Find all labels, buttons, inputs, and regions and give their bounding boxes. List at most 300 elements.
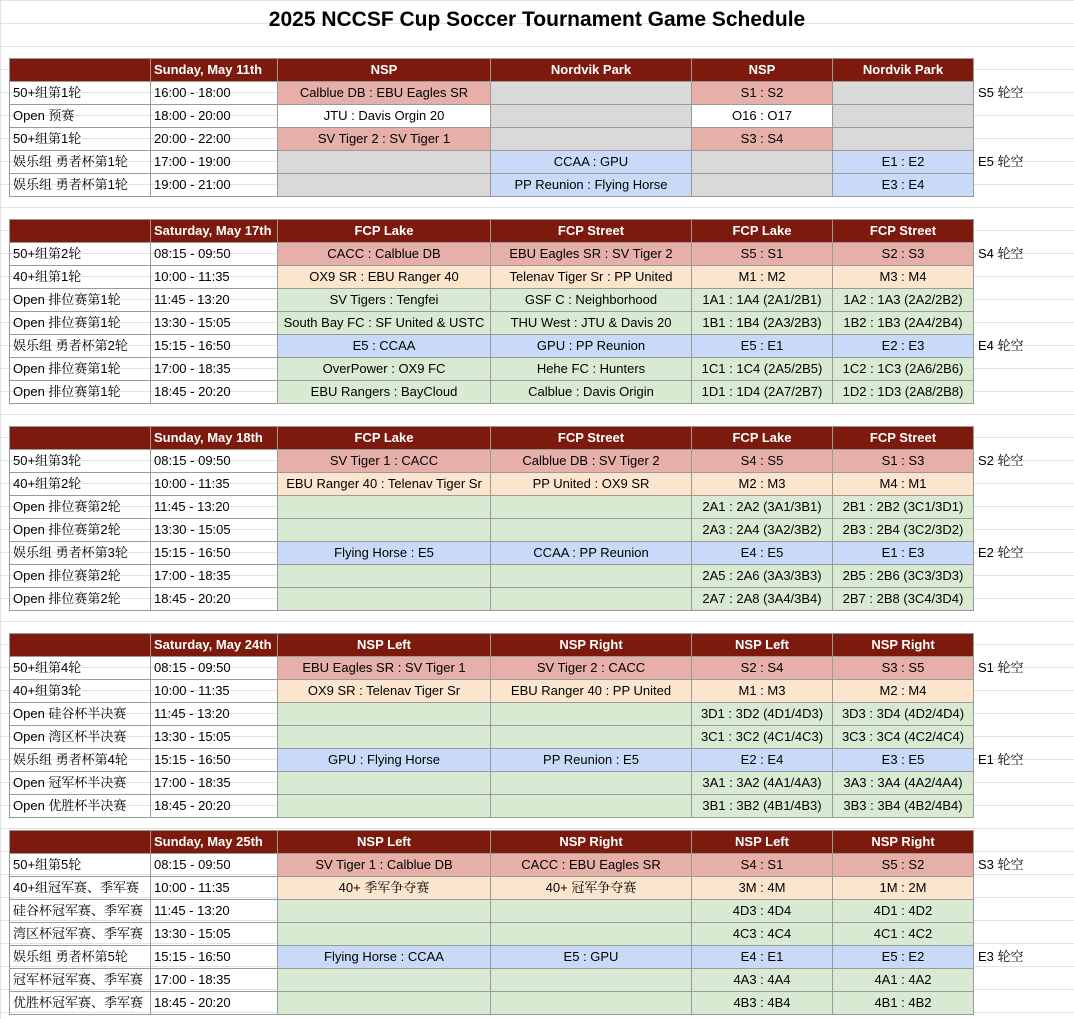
time-slot-cell[interactable]: 10:00 - 11:35	[151, 877, 278, 900]
bye-note: S1 轮空	[974, 657, 1074, 680]
matchup-cell[interactable]	[491, 496, 692, 519]
schedule-row	[10, 381, 1074, 404]
matchup-cell[interactable]: PP Reunion : E5	[491, 749, 692, 772]
matchup-cell[interactable]: E3 : E4	[833, 174, 974, 197]
matchup-cell[interactable]	[833, 128, 974, 151]
matchup-cell[interactable]: M1 : M2	[692, 266, 833, 289]
matchup-cell[interactable]: 40+ 季军争夺赛	[278, 877, 491, 900]
matchup-cell[interactable]: GSF C : Neighborhood	[491, 289, 692, 312]
field-header: FCP Street	[491, 427, 692, 450]
matchup-cell[interactable]	[491, 726, 692, 749]
matchup-cell[interactable]: Hehe FC : Hunters	[491, 358, 692, 381]
time-slot-cell[interactable]: 11:45 - 13:20	[151, 900, 278, 923]
matchup-cell[interactable]: 2B7 : 2B8 (3C4/3D4)	[833, 588, 974, 611]
matchup-cell[interactable]: OX9 SR : EBU Ranger 40	[278, 266, 491, 289]
time-slot-cell[interactable]: 17:00 - 18:35	[151, 358, 278, 381]
bye-note: S2 轮空	[974, 450, 1074, 473]
schedule-row	[10, 243, 1074, 266]
matchup-cell[interactable]	[278, 496, 491, 519]
matchup-cell[interactable]: 1C1 : 1C4 (2A5/2B5)	[692, 358, 833, 381]
matchup-cell[interactable]: 3M : 4M	[692, 877, 833, 900]
matchup-cell[interactable]: S4 : S1	[692, 854, 833, 877]
section-date: Saturday, May 24th	[151, 634, 278, 657]
division-round-cell[interactable]: 冠军杯冠军赛、季军赛	[10, 969, 151, 992]
matchup-cell[interactable]	[491, 128, 692, 151]
division-round-cell[interactable]: Open 排位赛第1轮	[10, 381, 151, 404]
time-slot-cell[interactable]: 17:00 - 18:35	[151, 772, 278, 795]
division-round-cell[interactable]: 50+组第2轮	[10, 243, 151, 266]
matchup-cell[interactable]: OverPower : OX9 FC	[278, 358, 491, 381]
division-round-cell[interactable]: Open 排位赛第1轮	[10, 289, 151, 312]
header-blank-cell	[10, 427, 151, 450]
schedule-row	[10, 772, 1074, 795]
matchup-cell[interactable]	[278, 772, 491, 795]
section-date: Saturday, May 17th	[151, 220, 278, 243]
time-slot-cell[interactable]: 15:15 - 16:50	[151, 946, 278, 969]
matchup-cell[interactable]: SV Tigers : Tengfei	[278, 289, 491, 312]
section-header-row	[10, 220, 1074, 243]
matchup-cell[interactable]: 1A2 : 1A3 (2A2/2B2)	[833, 289, 974, 312]
time-slot-cell[interactable]: 19:00 - 21:00	[151, 174, 278, 197]
matchup-cell[interactable]	[692, 151, 833, 174]
matchup-cell[interactable]	[278, 565, 491, 588]
time-slot-cell[interactable]: 17:00 - 18:35	[151, 565, 278, 588]
division-round-cell[interactable]: 娱乐组 勇者杯第3轮	[10, 542, 151, 565]
header-blank-cell	[10, 59, 151, 82]
section-body	[10, 831, 1074, 1015]
division-round-cell[interactable]: Open 湾区杯半决赛	[10, 726, 151, 749]
schedule-row	[10, 266, 1074, 289]
matchup-cell[interactable]	[278, 519, 491, 542]
division-round-cell[interactable]: Open 排位赛第1轮	[10, 312, 151, 335]
bye-note	[974, 312, 1074, 335]
time-slot-cell[interactable]: 08:15 - 09:50	[151, 243, 278, 266]
matchup-cell[interactable]: 2A1 : 2A2 (3A1/3B1)	[692, 496, 833, 519]
matchup-cell[interactable]: 1D1 : 1D4 (2A7/2B7)	[692, 381, 833, 404]
matchup-cell[interactable]	[833, 82, 974, 105]
matchup-cell[interactable]: GPU : Flying Horse	[278, 749, 491, 772]
division-round-cell[interactable]: Open 冠军杯半决赛	[10, 772, 151, 795]
matchup-cell[interactable]	[278, 795, 491, 818]
time-slot-cell[interactable]: 08:15 - 09:50	[151, 854, 278, 877]
matchup-cell[interactable]	[491, 565, 692, 588]
matchup-cell[interactable]: 4D3 : 4D4	[692, 900, 833, 923]
matchup-cell[interactable]: M2 : M4	[833, 680, 974, 703]
schedule-section-5	[9, 830, 1074, 1015]
matchup-cell[interactable]: SV Tiger 1 : CACC	[278, 450, 491, 473]
division-round-cell[interactable]: 娱乐组 勇者杯第1轮	[10, 151, 151, 174]
matchup-cell[interactable]: Flying Horse : CCAA	[278, 946, 491, 969]
matchup-cell[interactable]: PP Reunion : Flying Horse	[491, 174, 692, 197]
matchup-cell[interactable]: M1 : M3	[692, 680, 833, 703]
matchup-cell[interactable]: 1A1 : 1A4 (2A1/2B1)	[692, 289, 833, 312]
matchup-cell[interactable]: THU West : JTU & Davis 20	[491, 312, 692, 335]
schedule-row	[10, 151, 1074, 174]
schedule-row	[10, 450, 1074, 473]
matchup-cell[interactable]: S2 : S3	[833, 243, 974, 266]
bye-note	[974, 174, 1074, 197]
bye-note	[974, 358, 1074, 381]
matchup-cell[interactable]: 4A1 : 4A2	[833, 969, 974, 992]
matchup-cell[interactable]: 1B1 : 1B4 (2A3/2B3)	[692, 312, 833, 335]
schedule-row	[10, 519, 1074, 542]
matchup-cell[interactable]: E2 : E4	[692, 749, 833, 772]
bye-note	[974, 795, 1074, 818]
time-slot-cell[interactable]: 15:15 - 16:50	[151, 749, 278, 772]
time-slot-cell[interactable]: 13:30 - 15:05	[151, 923, 278, 946]
division-round-cell[interactable]: Open 排位赛第2轮	[10, 565, 151, 588]
matchup-cell[interactable]: M3 : M4	[833, 266, 974, 289]
matchup-cell[interactable]	[278, 174, 491, 197]
matchup-cell[interactable]: E1 : E3	[833, 542, 974, 565]
schedule-section-3	[9, 426, 1074, 611]
matchup-cell[interactable]: EBU Rangers : BayCloud	[278, 381, 491, 404]
note-blank-cell	[974, 634, 1074, 657]
division-round-cell[interactable]: 50+组第1轮	[10, 128, 151, 151]
field-header: Nordvik Park	[491, 59, 692, 82]
bye-note	[974, 519, 1074, 542]
bye-note: E4 轮空	[974, 335, 1074, 358]
bye-note	[974, 992, 1074, 1015]
field-header: NSP Right	[833, 831, 974, 854]
matchup-cell[interactable]: EBU Eagles SR : SV Tiger 1	[278, 657, 491, 680]
division-round-cell[interactable]: Open 排位赛第2轮	[10, 496, 151, 519]
schedule-row	[10, 969, 1074, 992]
time-slot-cell[interactable]: 18:45 - 20:20	[151, 588, 278, 611]
matchup-cell[interactable]: S3 : S4	[692, 128, 833, 151]
section-date: Sunday, May 18th	[151, 427, 278, 450]
division-round-cell[interactable]: 娱乐组 勇者杯第1轮	[10, 174, 151, 197]
field-header: FCP Lake	[278, 427, 491, 450]
matchup-cell[interactable]: 2B5 : 2B6 (3C3/3D3)	[833, 565, 974, 588]
matchup-cell[interactable]: SV Tiger 2 : SV Tiger 1	[278, 128, 491, 151]
time-slot-cell[interactable]: 08:15 - 09:50	[151, 657, 278, 680]
section-header-row	[10, 634, 1074, 657]
time-slot-cell[interactable]: 11:45 - 13:20	[151, 703, 278, 726]
matchup-cell[interactable]	[833, 105, 974, 128]
matchup-cell[interactable]: E4 : E5	[692, 542, 833, 565]
matchup-cell[interactable]: SV Tiger 2 : CACC	[491, 657, 692, 680]
field-header: NSP	[692, 59, 833, 82]
schedule-row	[10, 542, 1074, 565]
matchup-cell[interactable]	[491, 795, 692, 818]
schedule-row	[10, 877, 1074, 900]
section-header-row	[10, 427, 1074, 450]
matchup-cell[interactable]: EBU Ranger 40 : Telenav Tiger Sr	[278, 473, 491, 496]
field-header: NSP Left	[692, 831, 833, 854]
matchup-cell[interactable]: Calblue DB : EBU Eagles SR	[278, 82, 491, 105]
time-slot-cell[interactable]: 18:45 - 20:20	[151, 992, 278, 1015]
matchup-cell[interactable]: 3C3 : 3C4 (4C2/4C4)	[833, 726, 974, 749]
schedule-row	[10, 588, 1074, 611]
matchup-cell[interactable]: Calblue DB : SV Tiger 2	[491, 450, 692, 473]
matchup-cell[interactable]: E5 : CCAA	[278, 335, 491, 358]
bye-note: E2 轮空	[974, 542, 1074, 565]
bye-note: S3 轮空	[974, 854, 1074, 877]
division-round-cell[interactable]: Open 预赛	[10, 105, 151, 128]
schedule-row	[10, 680, 1074, 703]
section-body	[10, 59, 1074, 197]
matchup-cell[interactable]: 3D1 : 3D2 (4D1/4D3)	[692, 703, 833, 726]
bye-note	[974, 703, 1074, 726]
time-slot-cell[interactable]: 10:00 - 11:35	[151, 266, 278, 289]
matchup-cell[interactable]: S5 : S1	[692, 243, 833, 266]
schedule-row	[10, 657, 1074, 680]
bye-note	[974, 289, 1074, 312]
division-round-cell[interactable]: 湾区杯冠军赛、季军赛	[10, 923, 151, 946]
schedule-section-2	[9, 219, 1074, 404]
matchup-cell[interactable]: GPU : PP Reunion	[491, 335, 692, 358]
time-slot-cell[interactable]: 17:00 - 18:35	[151, 969, 278, 992]
schedule-row	[10, 992, 1074, 1015]
matchup-cell[interactable]: S2 : S4	[692, 657, 833, 680]
bye-note	[974, 969, 1074, 992]
matchup-cell[interactable]: 4B3 : 4B4	[692, 992, 833, 1015]
matchup-cell[interactable]	[491, 105, 692, 128]
matchup-cell[interactable]: 1M : 2M	[833, 877, 974, 900]
schedule-row	[10, 358, 1074, 381]
matchup-cell[interactable]	[491, 772, 692, 795]
division-round-cell[interactable]: 40+组第1轮	[10, 266, 151, 289]
matchup-cell[interactable]	[278, 923, 491, 946]
matchup-cell[interactable]: 3D3 : 3D4 (4D2/4D4)	[833, 703, 974, 726]
note-blank-cell	[974, 59, 1074, 82]
matchup-cell[interactable]	[491, 519, 692, 542]
division-round-cell[interactable]: 50+组第1轮	[10, 82, 151, 105]
schedule-row	[10, 703, 1074, 726]
matchup-cell[interactable]: E5 : E1	[692, 335, 833, 358]
bye-note	[974, 496, 1074, 519]
division-round-cell[interactable]: 40+组第2轮	[10, 473, 151, 496]
matchup-cell[interactable]	[491, 703, 692, 726]
matchup-cell[interactable]: O16 : O17	[692, 105, 833, 128]
bye-note	[974, 128, 1074, 151]
matchup-cell[interactable]: CCAA : PP Reunion	[491, 542, 692, 565]
division-round-cell[interactable]: 50+组第4轮	[10, 657, 151, 680]
schedule-row	[10, 900, 1074, 923]
matchup-cell[interactable]	[692, 174, 833, 197]
field-header: NSP Right	[491, 634, 692, 657]
matchup-cell[interactable]: 4C3 : 4C4	[692, 923, 833, 946]
schedule-row	[10, 128, 1074, 151]
matchup-cell[interactable]: 2A5 : 2A6 (3A3/3B3)	[692, 565, 833, 588]
time-slot-cell[interactable]: 18:45 - 20:20	[151, 381, 278, 404]
time-slot-cell[interactable]: 11:45 - 13:20	[151, 289, 278, 312]
field-header: FCP Street	[491, 220, 692, 243]
matchup-cell[interactable]: EBU Eagles SR : SV Tiger 2	[491, 243, 692, 266]
time-slot-cell[interactable]: 16:00 - 18:00	[151, 82, 278, 105]
matchup-cell[interactable]: 2A3 : 2A4 (3A2/3B2)	[692, 519, 833, 542]
matchup-cell[interactable]	[278, 900, 491, 923]
matchup-cell[interactable]	[278, 969, 491, 992]
schedule-row	[10, 726, 1074, 749]
matchup-cell[interactable]: E4 : E1	[692, 946, 833, 969]
matchup-cell[interactable]: 1B2 : 1B3 (2A4/2B4)	[833, 312, 974, 335]
matchup-cell[interactable]: SV Tiger 1 : Calblue DB	[278, 854, 491, 877]
matchup-cell[interactable]: S1 : S3	[833, 450, 974, 473]
time-slot-cell[interactable]: 13:30 - 15:05	[151, 312, 278, 335]
matchup-cell[interactable]: S1 : S2	[692, 82, 833, 105]
section-date: Sunday, May 11th	[151, 59, 278, 82]
schedule-row	[10, 289, 1074, 312]
note-blank-cell	[974, 220, 1074, 243]
schedule-row	[10, 749, 1074, 772]
matchup-cell[interactable]: EBU Ranger 40 : PP United	[491, 680, 692, 703]
matchup-cell[interactable]: S3 : S5	[833, 657, 974, 680]
schedule-row	[10, 946, 1074, 969]
time-slot-cell[interactable]: 13:30 - 15:05	[151, 726, 278, 749]
matchup-cell[interactable]: 4D1 : 4D2	[833, 900, 974, 923]
matchup-cell[interactable]: 3A3 : 3A4 (4A2/4A4)	[833, 772, 974, 795]
matchup-cell[interactable]	[491, 588, 692, 611]
matchup-cell[interactable]: 3B1 : 3B2 (4B1/4B3)	[692, 795, 833, 818]
matchup-cell[interactable]: 4A3 : 4A4	[692, 969, 833, 992]
matchup-cell[interactable]	[491, 923, 692, 946]
schedule-row	[10, 923, 1074, 946]
division-round-cell[interactable]: Open 排位赛第2轮	[10, 519, 151, 542]
page-title: 2025 NCCSF Cup Soccer Tournament Game Schedule	[268, 8, 806, 31]
matchup-cell[interactable]	[278, 151, 491, 174]
matchup-cell[interactable]: South Bay FC : SF United & USTC	[278, 312, 491, 335]
matchup-cell[interactable]: CCAA : GPU	[491, 151, 692, 174]
bye-note	[974, 772, 1074, 795]
time-slot-cell[interactable]: 08:15 - 09:50	[151, 450, 278, 473]
matchup-cell[interactable]	[491, 992, 692, 1015]
bye-note	[974, 680, 1074, 703]
time-slot-cell[interactable]: 15:15 - 16:50	[151, 542, 278, 565]
matchup-cell[interactable]: E1 : E2	[833, 151, 974, 174]
matchup-cell[interactable]: S5 : S2	[833, 854, 974, 877]
schedule-section-1	[9, 58, 1074, 197]
bye-note	[974, 726, 1074, 749]
matchup-cell[interactable]: JTU : Davis Orgin 20	[278, 105, 491, 128]
matchup-cell[interactable]: 3C1 : 3C2 (4C1/4C3)	[692, 726, 833, 749]
matchup-cell[interactable]: Flying Horse : E5	[278, 542, 491, 565]
matchup-cell[interactable]: M2 : M3	[692, 473, 833, 496]
bye-note	[974, 565, 1074, 588]
field-header: NSP Left	[278, 634, 491, 657]
time-slot-cell[interactable]: 18:45 - 20:20	[151, 795, 278, 818]
division-round-cell[interactable]: 50+组第5轮	[10, 854, 151, 877]
bye-note	[974, 266, 1074, 289]
matchup-cell[interactable]	[491, 82, 692, 105]
matchup-cell[interactable]: M4 : M1	[833, 473, 974, 496]
matchup-cell[interactable]	[278, 992, 491, 1015]
matchup-cell[interactable]: CACC : EBU Eagles SR	[491, 854, 692, 877]
field-header: Nordvik Park	[833, 59, 974, 82]
time-slot-cell[interactable]: 17:00 - 19:00	[151, 151, 278, 174]
schedule-row	[10, 854, 1074, 877]
bye-note: S5 轮空	[974, 82, 1074, 105]
note-blank-cell	[974, 427, 1074, 450]
matchup-cell[interactable]: 1D2 : 1D3 (2A8/2B8)	[833, 381, 974, 404]
division-round-cell[interactable]: Open 优胜杯半决赛	[10, 795, 151, 818]
matchup-cell[interactable]	[491, 900, 692, 923]
matchup-cell[interactable]: 40+ 冠军争夺赛	[491, 877, 692, 900]
bye-note	[974, 473, 1074, 496]
time-slot-cell[interactable]: 11:45 - 13:20	[151, 496, 278, 519]
field-header: FCP Street	[833, 427, 974, 450]
matchup-cell[interactable]	[278, 726, 491, 749]
bye-note	[974, 381, 1074, 404]
schedule-row	[10, 105, 1074, 128]
matchup-cell[interactable]: 3B3 : 3B4 (4B2/4B4)	[833, 795, 974, 818]
field-header: NSP Left	[692, 634, 833, 657]
time-slot-cell[interactable]: 10:00 - 11:35	[151, 680, 278, 703]
division-round-cell[interactable]: 40+组第3轮	[10, 680, 151, 703]
field-header: FCP Lake	[692, 220, 833, 243]
field-header: NSP	[278, 59, 491, 82]
division-round-cell[interactable]: 40+组冠军赛、季军赛	[10, 877, 151, 900]
division-round-cell[interactable]: 硅谷杯冠军赛、季军赛	[10, 900, 151, 923]
division-round-cell[interactable]: 娱乐组 勇者杯第5轮	[10, 946, 151, 969]
division-round-cell[interactable]: Open 排位赛第1轮	[10, 358, 151, 381]
section-body	[10, 634, 1074, 818]
division-round-cell[interactable]: 优胜杯冠军赛、季军赛	[10, 992, 151, 1015]
division-round-cell[interactable]: 娱乐组 勇者杯第4轮	[10, 749, 151, 772]
matchup-cell[interactable]: 2B3 : 2B4 (3C2/3D2)	[833, 519, 974, 542]
division-round-cell[interactable]: Open 硅谷杯半决赛	[10, 703, 151, 726]
matchup-cell[interactable]: 2B1 : 2B2 (3C1/3D1)	[833, 496, 974, 519]
field-header: FCP Lake	[692, 427, 833, 450]
bye-note: S4 轮空	[974, 243, 1074, 266]
division-round-cell[interactable]: 娱乐组 勇者杯第2轮	[10, 335, 151, 358]
matchup-cell[interactable]: 4B1 : 4B2	[833, 992, 974, 1015]
bye-note	[974, 588, 1074, 611]
matchup-cell[interactable]: E2 : E3	[833, 335, 974, 358]
matchup-cell[interactable]: S4 : S5	[692, 450, 833, 473]
time-slot-cell[interactable]: 10:00 - 11:35	[151, 473, 278, 496]
bye-note	[974, 105, 1074, 128]
time-slot-cell[interactable]: 15:15 - 16:50	[151, 335, 278, 358]
matchup-cell[interactable]: Calblue : Davis Origin	[491, 381, 692, 404]
division-round-cell[interactable]: 50+组第3轮	[10, 450, 151, 473]
bye-note	[974, 900, 1074, 923]
schedule-row	[10, 473, 1074, 496]
matchup-cell[interactable]: PP United : OX9 SR	[491, 473, 692, 496]
note-blank-cell	[974, 831, 1074, 854]
matchup-cell[interactable]: E3 : E5	[833, 749, 974, 772]
division-round-cell[interactable]: Open 排位赛第2轮	[10, 588, 151, 611]
matchup-cell[interactable]: 1C2 : 1C3 (2A6/2B6)	[833, 358, 974, 381]
schedule-row	[10, 312, 1074, 335]
header-blank-cell	[10, 634, 151, 657]
field-header: FCP Lake	[278, 220, 491, 243]
bye-note: E5 轮空	[974, 151, 1074, 174]
time-slot-cell[interactable]: 13:30 - 15:05	[151, 519, 278, 542]
time-slot-cell[interactable]: 20:00 - 22:00	[151, 128, 278, 151]
header-blank-cell	[10, 831, 151, 854]
matchup-cell[interactable]: 3A1 : 3A2 (4A1/4A3)	[692, 772, 833, 795]
matchup-cell[interactable]: CACC : Calblue DB	[278, 243, 491, 266]
section-date: Sunday, May 25th	[151, 831, 278, 854]
matchup-cell[interactable]: OX9 SR : Telenav Tiger Sr	[278, 680, 491, 703]
time-slot-cell[interactable]: 18:00 - 20:00	[151, 105, 278, 128]
field-header: FCP Street	[833, 220, 974, 243]
matchup-cell[interactable]	[278, 588, 491, 611]
matchup-cell[interactable]	[491, 969, 692, 992]
matchup-cell[interactable]: 2A7 : 2A8 (3A4/3B4)	[692, 588, 833, 611]
field-header: NSP Right	[833, 634, 974, 657]
section-body	[10, 220, 1074, 404]
matchup-cell[interactable]: Telenav Tiger Sr : PP United	[491, 266, 692, 289]
matchup-cell[interactable]: E5 : GPU	[491, 946, 692, 969]
matchup-cell[interactable]	[278, 703, 491, 726]
bye-note: E1 轮空	[974, 749, 1074, 772]
bye-note: E3 轮空	[974, 946, 1074, 969]
matchup-cell[interactable]: 4C1 : 4C2	[833, 923, 974, 946]
matchup-cell[interactable]: E5 : E2	[833, 946, 974, 969]
